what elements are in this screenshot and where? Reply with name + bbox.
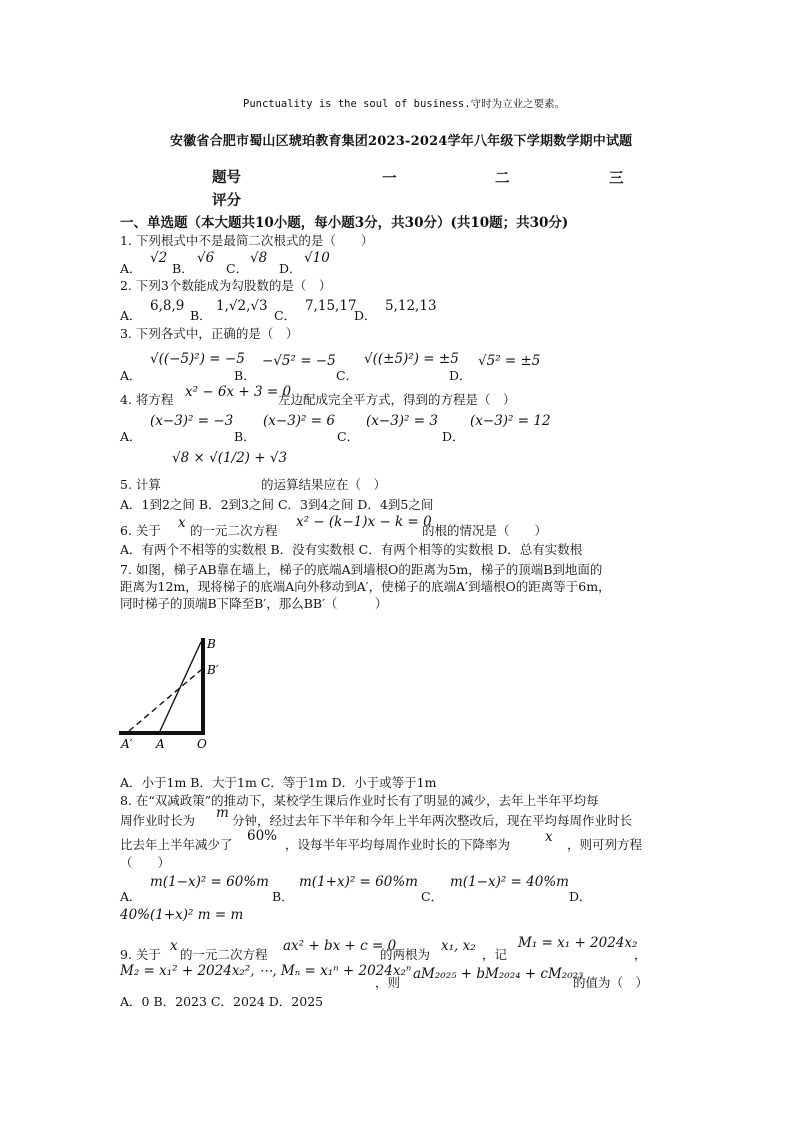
section-heading: 一、单选题（本大题共10小题，每小题3分，共30分）(共10题；共30分) — [120, 215, 569, 231]
q9-roots: x₁, x₂ — [441, 938, 476, 954]
q8-line2-pre: 周作业时长为 — [120, 813, 196, 828]
q8-line3-post: ，则可列方程 — [567, 837, 643, 852]
q8-label-b: B． — [272, 889, 294, 904]
q9-expr: aM₂₀₂₅ + bM₂₀₂₄ + cM₂₀₂₃ — [413, 966, 584, 982]
q4-stem-post: 左边配成完全平方式，得到的方程是（ ） — [278, 392, 516, 407]
q4-option-c: (x−3)² = 3 — [366, 413, 438, 429]
score-table-col2: 二 — [495, 170, 510, 187]
q6-equation: x² − (k−1)x − k = 0 — [296, 514, 432, 530]
q8-option-a: m(1−x)² = 60%m — [150, 874, 269, 890]
q9-mn: M₂ = x₁² + 2024x₂², ⋯, Mₙ = x₁ⁿ + 2024x₂ⁿ — [120, 963, 412, 979]
q8-option-d: 40%(1+x)² m = m — [120, 907, 244, 923]
q6-options: A．有两个不相等的实数根 B．没有实数根 C．有两个相等的实数根 D．总有实数根 — [120, 542, 583, 557]
q1-label-c: C． — [226, 261, 249, 276]
q8-line2-post: 分钟，经过去年下半年和今年上半年两次整改后，现在平均每周作业时长 — [232, 813, 633, 828]
q7-options: A．小于1m B．大于1m C．等于1m D．小于或等于1m — [120, 775, 437, 790]
q1-option-a: √2 — [150, 250, 168, 266]
q1-label-a: A． — [120, 261, 142, 276]
q9-var: x — [170, 938, 178, 954]
q3-label-b: B． — [234, 368, 256, 383]
q4-label-d: D． — [442, 429, 465, 444]
q2-label-b: B． — [190, 308, 212, 323]
q9-note: ，记 — [482, 947, 508, 962]
q2-label-d: D． — [354, 308, 377, 323]
q4-label-a: A． — [120, 429, 142, 444]
q7-line2: 距离为12m，现将梯子的底端A向外移动到A′，使梯子的底端A′到墙根O的距离等于6m， — [120, 579, 611, 594]
q8-var-m: m — [216, 805, 229, 821]
q3-option-b: −√5² = −5 — [262, 353, 336, 369]
motto: Punctuality is the soul of business.守时为立业之要素。 — [243, 98, 566, 110]
q8-line1: 8. 在“双减政策”的推动下，某校学生课后作业时长有了明显的减少，去年上半年平均每 — [120, 793, 599, 808]
q1-option-d: √10 — [304, 250, 330, 266]
q3-stem: 3. 下列各式中，正确的是（ ） — [120, 326, 299, 341]
q9-stem-post: 的值为（ ） — [573, 975, 649, 990]
q6-stem-mid: 的一元二次方程 — [190, 523, 278, 538]
q6-var: x — [178, 515, 186, 531]
ladder-ab — [160, 642, 201, 731]
q2-option-b: 1,√2,√3 — [216, 298, 268, 314]
q1-label-b: B． — [172, 261, 194, 276]
label-o: O — [197, 737, 207, 751]
q8-line4: （ ） — [120, 855, 171, 870]
label-b-prime: B′ — [207, 663, 219, 677]
q2-stem: 2. 下列3个数能成为勾股数的是（ ） — [120, 278, 332, 293]
q6-stem-post: 的根的情况是（ ） — [422, 523, 548, 538]
q3-option-c: √((±5)²) = ±5 — [364, 351, 459, 367]
score-table-col3: 三 — [609, 170, 624, 187]
q2-label-a: A． — [120, 308, 142, 323]
q3-label-d: D． — [449, 368, 472, 383]
q1-option-c: √8 — [250, 250, 268, 266]
q8-label-c: C． — [421, 889, 444, 904]
score-table-col1: 一 — [382, 170, 397, 187]
q4-stem-pre: 4. 将方程 — [120, 392, 174, 407]
score-table-row1-label: 题号 — [212, 169, 241, 186]
q9-options: A．0 B．2023 C．2024 D．2025 — [120, 994, 324, 1009]
q9-comma: ， — [634, 947, 647, 962]
q4-option-d: (x−3)² = 12 — [470, 413, 551, 429]
q3-label-c: C． — [336, 368, 359, 383]
page-title: 安徽省合肥市蜀山区琥珀教育集团2023-2024学年八年级下学期数学期中试题 — [170, 134, 633, 149]
label-a-prime: A′ — [121, 737, 133, 751]
q9-roots-text: 的两根为 — [380, 947, 431, 962]
label-b: B — [207, 637, 216, 651]
q1-label-d: D． — [279, 261, 302, 276]
q1-option-b: √6 — [197, 250, 215, 266]
q3-option-d: √5² = ±5 — [478, 353, 541, 369]
q8-label-a: A． — [120, 889, 142, 904]
q5-stem-pre: 5. 计算 — [120, 477, 161, 492]
q4-label-c: C． — [337, 429, 360, 444]
ladder-a-prime-b-prime — [129, 670, 201, 731]
q6-stem-pre: 6. 关于 — [120, 523, 161, 538]
q8-line3-mid: ，设每半年平均每周作业时长的下降率为 — [285, 837, 511, 852]
q9-stem-pre: 9. 关于 — [120, 947, 161, 962]
q8-pct: 60% — [247, 828, 278, 844]
q9-equation: ax² + bx + c = 0 — [283, 938, 397, 954]
q2-option-a: 6,8,9 — [150, 298, 185, 314]
q5-stem-post: 的运算结果应在（ ） — [261, 477, 387, 492]
q4-option-a: (x−3)² = −3 — [150, 413, 234, 429]
q1-stem: 1. 下列根式中不是最简二次根式的是（ ） — [120, 233, 374, 248]
q3-label-a: A． — [120, 368, 142, 383]
q5-expression: √8 × √(1/2) + √3 — [172, 450, 288, 466]
q2-option-c: 7,15,17 — [305, 298, 357, 314]
q8-label-d: D． — [569, 889, 592, 904]
q9-then: ，则 — [375, 975, 401, 990]
q9-stem-mid: 的一元二次方程 — [180, 947, 268, 962]
ladder-figure — [115, 630, 235, 755]
q4-option-b: (x−3)² = 6 — [263, 413, 335, 429]
q7-line1: 7. 如图，梯子AB靠在墙上，梯子的底端A到墙根O的距离为5m，梯子的顶端B到地面的 — [120, 562, 603, 577]
q2-option-d: 5,12,13 — [385, 298, 437, 314]
q9-m1: M₁ = x₁ + 2024x₂ — [518, 935, 638, 951]
q3-option-a: √((−5)²) = −5 — [150, 351, 245, 367]
q8-option-b: m(1+x)² = 60%m — [299, 874, 418, 890]
q8-var-x: x — [545, 829, 553, 845]
q2-label-c: C． — [274, 308, 297, 323]
score-table-row2-label: 评分 — [212, 192, 241, 209]
q7-line3: 同时梯子的顶端B下降至B′，那么BB′（ ） — [120, 596, 388, 611]
q8-line3-pre: 比去年上半年减少了 — [120, 837, 233, 852]
q4-label-b: B． — [234, 429, 256, 444]
q4-equation: x² − 6x + 3 = 0 — [185, 384, 292, 400]
q5-options: A．1到2之间 B．2到3之间 C．3到4之间 D．4到5之间 — [120, 497, 434, 512]
q8-option-c: m(1−x)² = 40%m — [450, 874, 569, 890]
label-a: A — [156, 737, 165, 751]
